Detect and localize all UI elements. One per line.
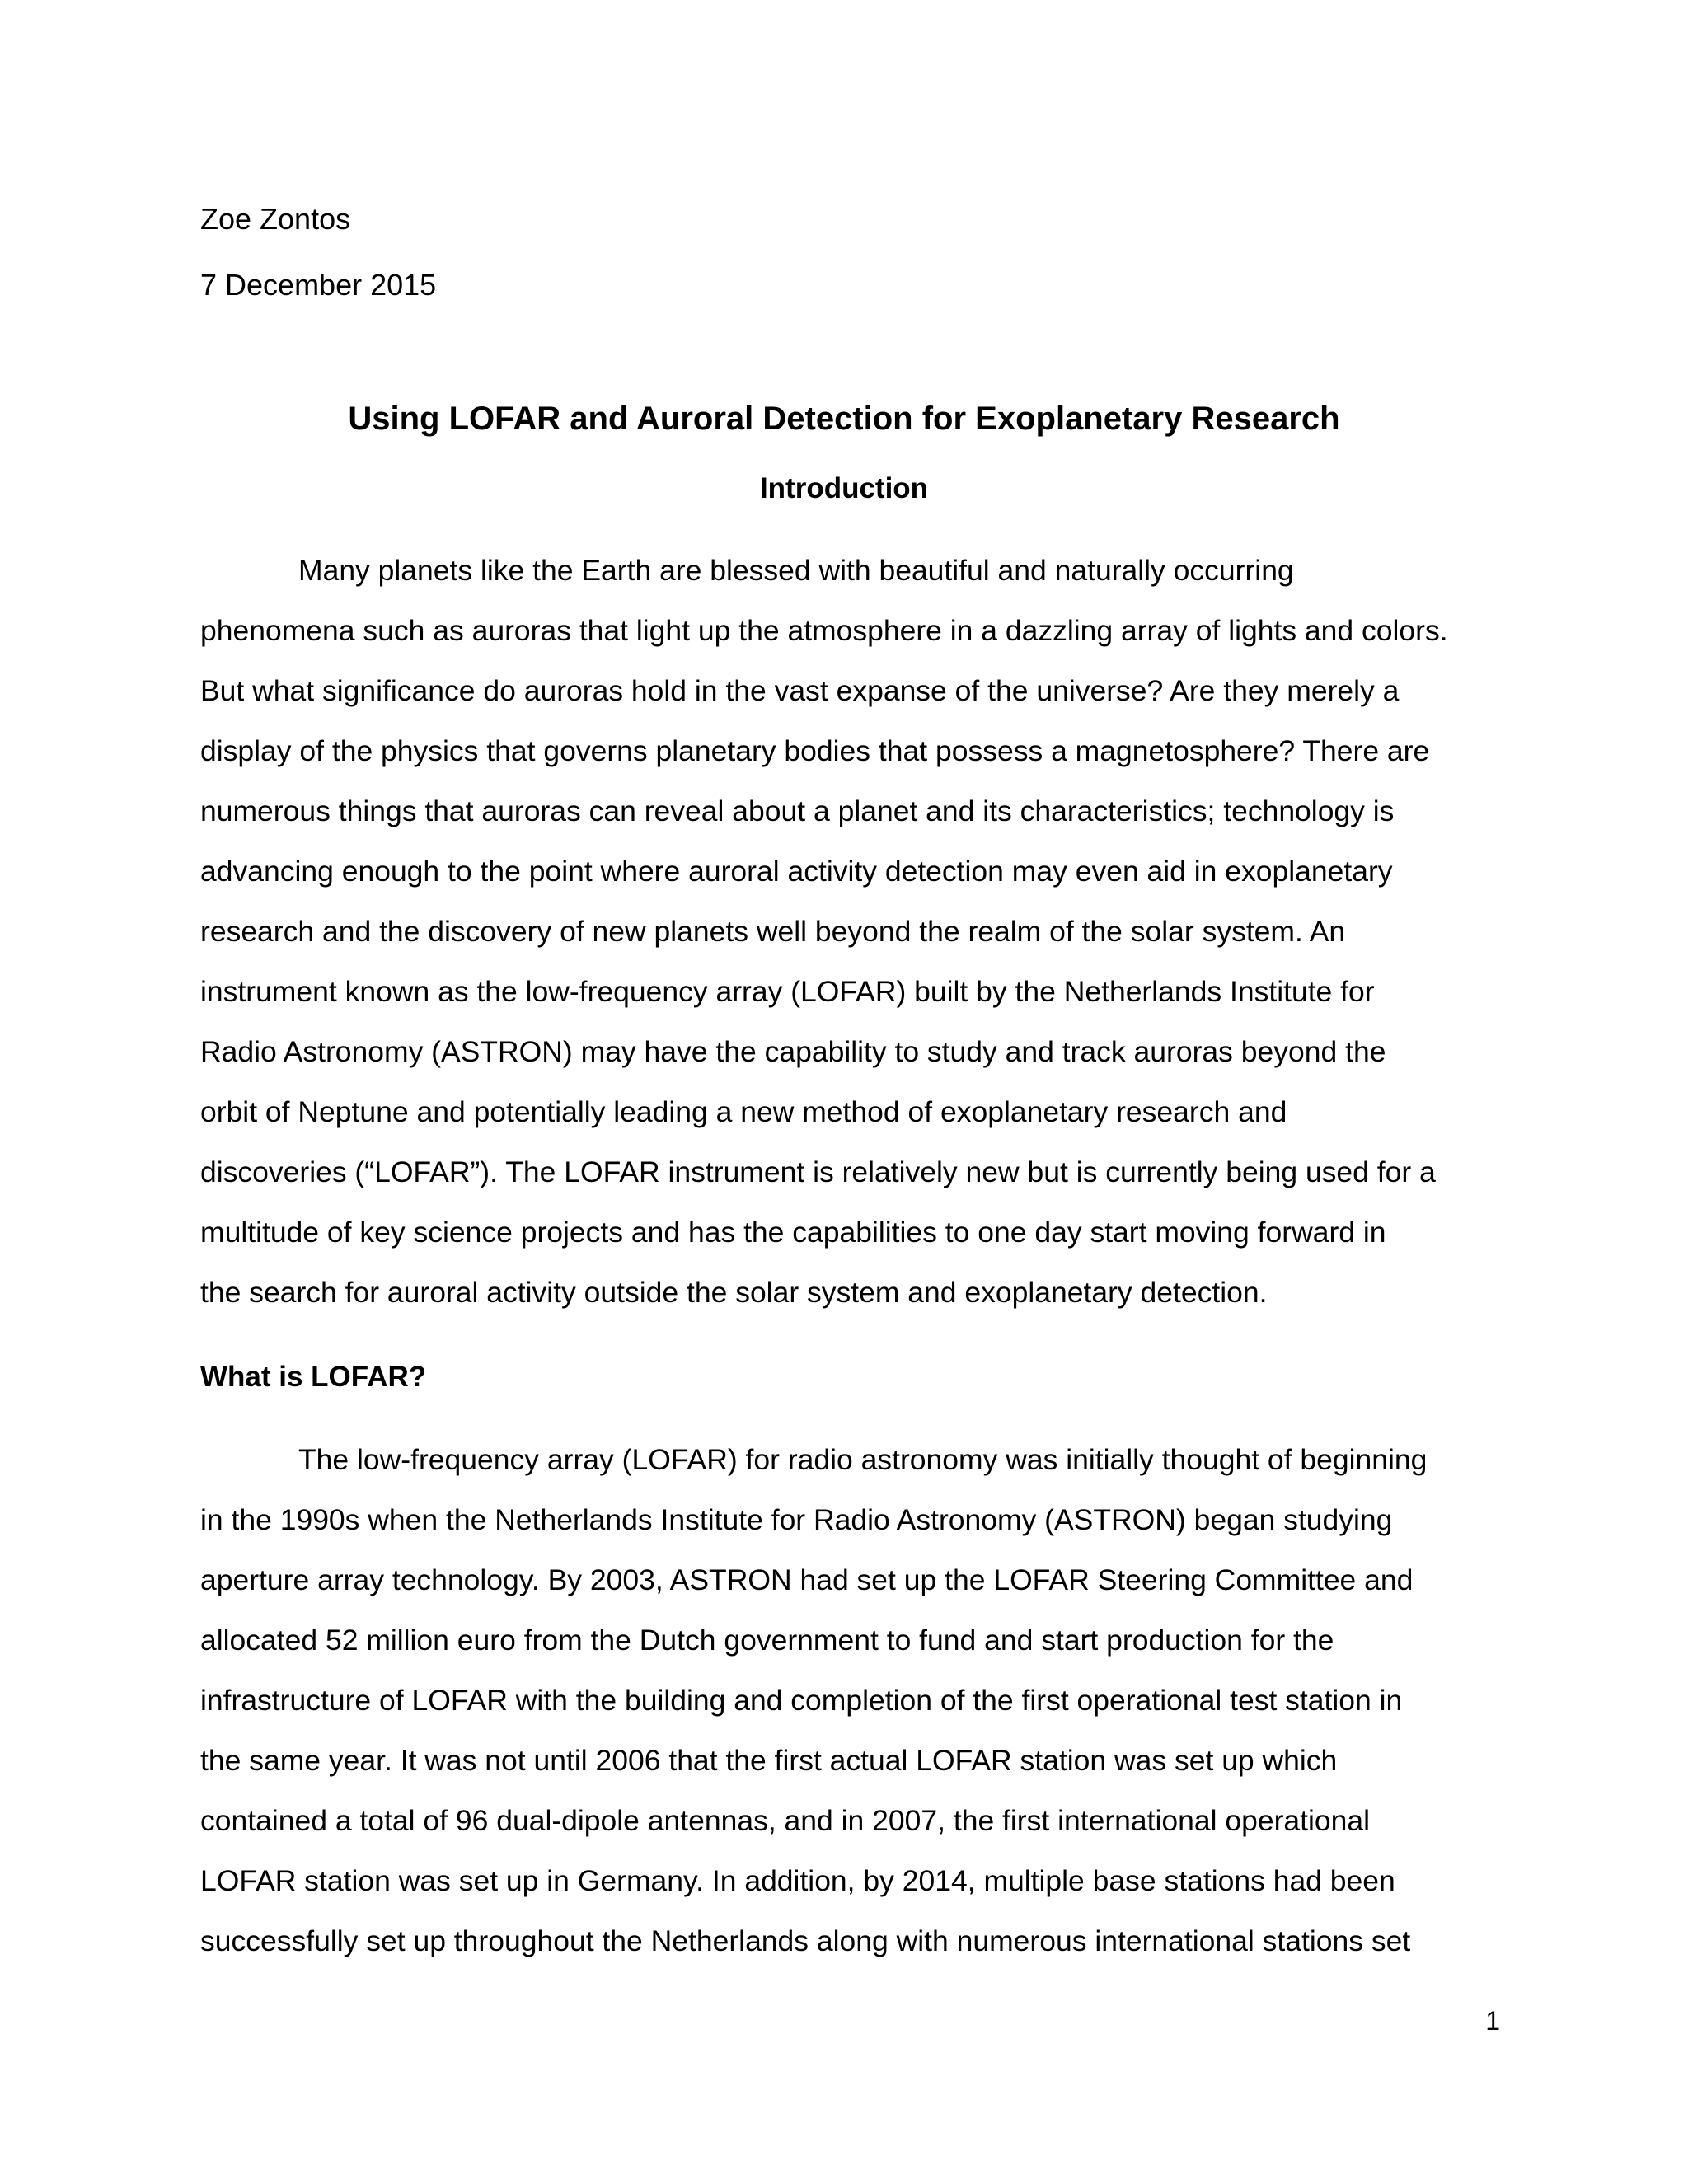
text-line: multitude of key science projects and has the capabilities to one day start moving forward in	[200, 1216, 1386, 1249]
text-line: aperture array technology. By 2003, ASTRON had set up the LOFAR Steering Committee and	[200, 1563, 1414, 1596]
introduction-heading: Introduction	[759, 472, 929, 504]
text-line: display of the physics that governs planetary bodies that possess a magnetosphere? There are	[200, 734, 1430, 767]
text-line: infrastructure of LOFAR with the building and completion of the first operational test station in	[200, 1684, 1403, 1717]
introduction-paragraph	[200, 541, 1503, 1323]
text-line: phenomena such as auroras that light up the atmosphere in a dazzling array of lights and colors.	[200, 614, 1448, 647]
text-line: LOFAR station was set up in Germany. In addition, by 2014, multiple base stations had been	[200, 1864, 1395, 1897]
text-line: The low-frequency array (LOFAR) for radio astronomy was initially thought of beginning	[298, 1443, 1428, 1476]
text-line: orbit of Neptune and potentially leading a new method of exoplanetary research and	[200, 1095, 1287, 1128]
document-title: Using LOFAR and Auroral Detection for Exoplanetary Research	[348, 401, 1340, 437]
text-line: Many planets like the Earth are blessed with beautiful and naturally occurring	[298, 554, 1294, 587]
text-line: the search for auroral activity outside the solar system and exoplanetary detection.	[200, 1276, 1268, 1309]
text-line: But what significance do auroras hold in the vast expanse of the universe? Are they merely a	[200, 674, 1400, 707]
text-line: numerous things that auroras can reveal about a planet and its characteristics; technology is	[200, 794, 1395, 827]
document-date: 7 December 2015	[200, 268, 437, 302]
text-line: contained a total of 96 dual-dipole antennas, and in 2007, the first international operational	[200, 1804, 1371, 1837]
text-line: allocated 52 million euro from the Dutch government to fund and start production for the	[200, 1624, 1334, 1657]
text-line: the same year. It was not until 2006 that the first actual LOFAR station was set up which	[200, 1744, 1338, 1777]
page-number: 1	[1485, 2006, 1500, 2036]
text-line: in the 1990s when the Netherlands Institute for Radio Astronomy (ASTRON) began studying	[200, 1503, 1393, 1536]
text-line: successfully set up throughout the Netherlands along with numerous international stations set	[200, 1924, 1411, 1957]
text-line: instrument known as the low-frequency array (LOFAR) built by the Netherlands Institute for	[200, 975, 1375, 1008]
what-is-lofar-heading: What is LOFAR?	[200, 1361, 427, 1393]
author-name: Zoe Zontos	[200, 202, 351, 236]
text-line: discoveries (“LOFAR”). The LOFAR instrument is relatively new but is currently being used for a	[200, 1155, 1436, 1188]
text-line: research and the discovery of new planets well beyond the realm of the solar system. An	[200, 915, 1346, 948]
what-is-lofar-paragraph	[200, 1430, 1503, 1971]
text-line: Radio Astronomy (ASTRON) may have the capability to study and track auroras beyond the	[200, 1035, 1386, 1068]
text-line: advancing enough to the point where auroral activity detection may even aid in exoplanetary	[200, 855, 1393, 888]
